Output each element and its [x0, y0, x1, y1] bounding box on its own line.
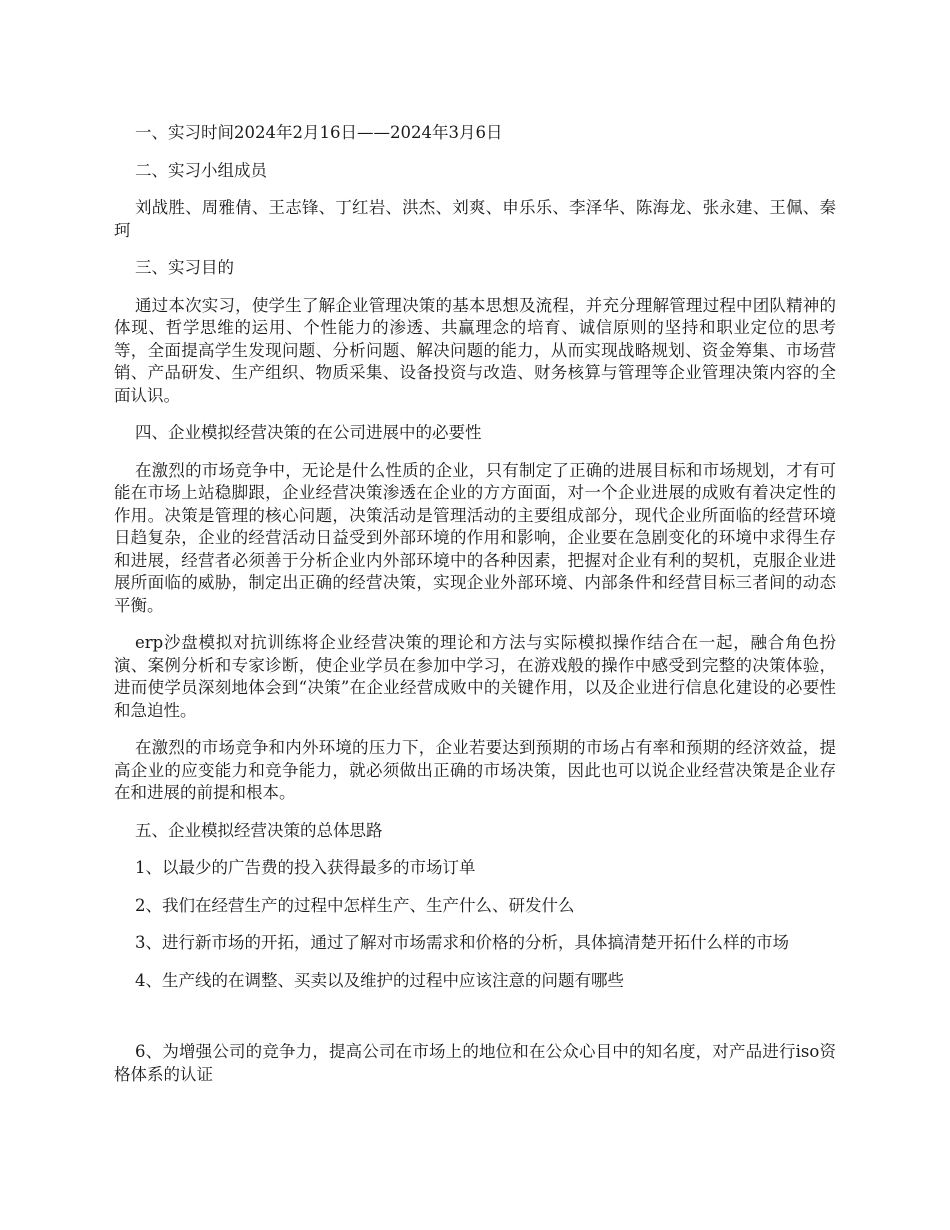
approach-item-6: 6、为增强公司的竞争力，提高公司在市场上的地位和在公众心目中的知名度，对产品进行iso资格体系的认证 — [114, 1042, 836, 1084]
blank-gap — [114, 1007, 836, 1041]
group-members-list: 刘战胜、周雅倩、王志锋、丁红岩、洪杰、刘爽、申乐乐、李泽华、陈海龙、张永建、王佩、秦珂 — [114, 198, 836, 240]
internship-purpose-heading: 三、实习目的 — [134, 258, 234, 277]
approach-item-4: 4、生产线的在调整、买卖以及维护的过程中应该注意的问题有哪些 — [134, 970, 624, 990]
necessity-paragraph-1: 在激烈的市场竞争中，无论是什么性质的企业，只有制定了正确的进展目标和市场规划，才有可能在市场上站稳脚跟，企业经营决策渗透在企业的方方面面，对一个企业进展的成败有着决定性的作用。决策是管理的核心问题，决策活动是管理活动的主要组成部分，现代企业所面临的经营环境日趋复杂，企业的经营活动日益受到外部环境的作用和影响，企业要在急剧变化的环境中求得生存和进展，经营者必须善于分析企业内外部环境中的各种因素，把握对企业有利的契机，克服企业进展所面临的威胁，制定出正确的经营决策，实现企业外部环境、内部条件和经营目标三者间的动态平衡。 — [114, 460, 836, 615]
document-body — [114, 122, 836, 1101]
necessity-paragraph-3: 在激烈的市场竞争和内外环境的压力下，企业若要达到预期的市场占有率和预期的经济效益，提高企业的应变能力和竞争能力，就必须做出正确的市场决策，因此也可以说企业经营决策是企业存在和进展的前提和根本。 — [114, 738, 836, 802]
approach-item-1: 1、以最少的广告费的投入获得最多的市场订单 — [134, 858, 476, 877]
internship-purpose-text: 通过本次实习，使学生了解企业管理决策的基本思想及流程，并充分理解管理过程中团队精神的体现、哲学思维的运用、个性能力的渗透、共赢理念的培育、诚信原则的坚持和职业定位的思考等，全面提高学生发现问题、分析问题、解决问题的能力，从而实现战略规划、资金筹集、市场营销、产品研发、生产组织、物质采集、设备投资与改造、财务核算与管理等企业管理决策内容的全面认识。 — [114, 295, 836, 405]
internship-time-heading: 一、实习时间2024年2月16日——2024年3月6日 — [134, 123, 503, 142]
approach-item-3: 3、进行新市场的开拓，通过了解对市场需求和价格的分析，具体搞清楚开拓什么样的市场 — [134, 933, 789, 952]
necessity-heading: 四、企业模拟经营决策的在公司进展中的必要性 — [134, 423, 482, 442]
overall-approach-heading: 五、企业模拟经营决策的总体思路 — [134, 820, 383, 840]
group-members-heading: 二、实习小组成员 — [134, 160, 267, 180]
approach-item-2: 2、我们在经营生产的过程中怎样生产、生产什么、研发什么 — [134, 895, 575, 915]
necessity-paragraph-2: erp沙盘模拟对抗训练将企业经营决策的理论和方法与实际模拟操作结合在一起，融合角色扮演、案例分析和专家诊断，使企业学员在参加中学习，在游戏般的操作中感受到完整的决策体验，进而使学员深刻地体会到“决策”在企业经营成败中的关键作用，以及企业进行信息化建设的必要性和急迫性。 — [114, 633, 836, 720]
